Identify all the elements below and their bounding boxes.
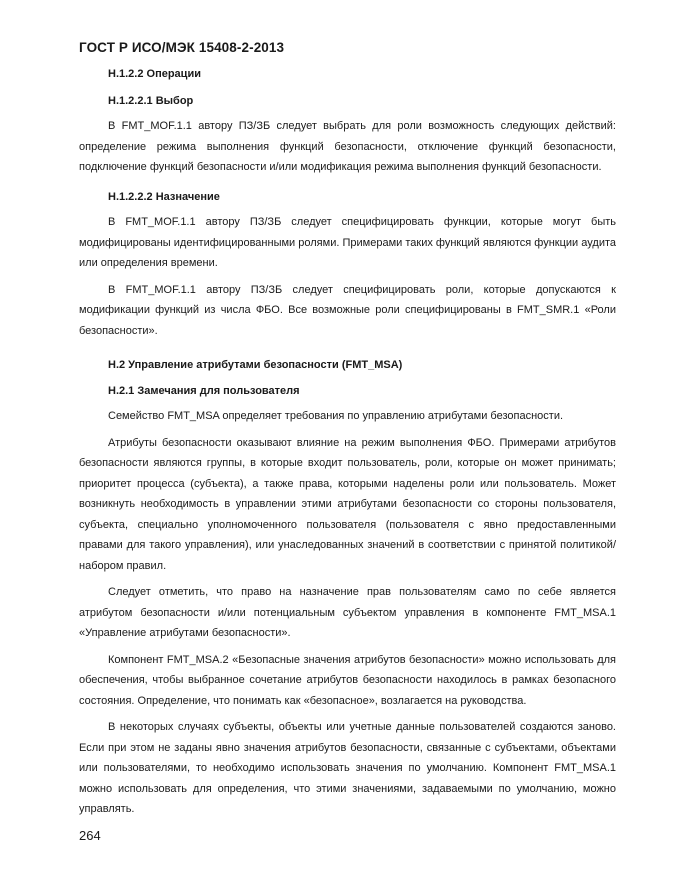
paragraph-rights-assignment: Следует отметить, что право на назначение прав пользователям само по себе является атрибутом безопасности и/или потенциальным субъектом управления в компоненте FMT_MSA.1 «Управление атрибутами безопасности».	[79, 586, 616, 639]
paragraph-select-actions: В FMT_MOF.1.1 автору ПЗ/ЗБ следует выбрать для роли возможность следующих действий: определение режима выполнения функций безопасности, отключение функций безопасности, подключение функций безопасности и/или модификация режима выполнения функций безопасности.	[79, 120, 616, 173]
paragraph-default-values: В некоторых случаях субъекты, объекты или учетные данные пользователей создаются заново. Если при этом не заданы явно значения атрибутов безопасности, связанные с субъектами, объектами или пользователями, то необходимо использовать значения по умолчанию. Компонент FMT_MSA.1 можно использовать для определения, что этими значениями, задаваемыми по умолчанию, можно управлять.	[79, 721, 616, 815]
paragraph-assign-functions: В FMT_MOF.1.1 автору ПЗ/ЗБ следует специфицировать функции, которые могут быть модифицированы идентифицированными ролями. Примерами таких функций являются функции аудита или определения времени.	[79, 216, 616, 269]
paragraph-assign-roles: В FMT_MOF.1.1 автору ПЗ/ЗБ следует специфицировать роли, которые допускаются к модификации функций из числа ФБО. Все возможные роли специфицированы в FMT_SMR.1 «Роли безопасности».	[79, 283, 616, 337]
page-content	[79, 64, 616, 820]
standard-title: ГОСТ Р ИСО/МЭК 15408-2-2013	[79, 40, 285, 55]
heading-h1222: H.1.2.2 Операции	[108, 68, 201, 80]
paragraph-secure-values: Компонент FMT_MSA.2 «Безопасные значения атрибутов безопасности» можно использовать для обеспечения, чтобы выбранное сочетание атрибутов безопасности находилось в рамках безопасного состояния. Определение, что понимать как «безопасное», возлагается на руководства.	[79, 653, 616, 707]
heading-h12222: H.1.2.2.2 Назначение	[108, 190, 220, 203]
heading-h21: H.2.1 Замечания для пользователя	[108, 384, 300, 397]
paragraph-security-attributes: Атрибуты безопасности оказывают влияние на режим выполнения ФБО. Примерами атрибутов безопасности являются группы, в которые входит пользователь, роли, которые он может принимать; приоритет процесса (субъекта), а также права, которыми наделены роли или пользователь. Может возникнуть необходимость в управлении этими атрибутами безопасности со стороны пользователя, субъекта, специально уполномоченного пользователя (пользователя с явно предоставленными правами для такого управления), или унаследованных значений в соответствии с принятой политикой/набором правил.	[79, 436, 616, 572]
paragraph-family-intro: Семейство FMT_MSA определяет требования по управлению атрибутами безопасности.	[108, 410, 564, 422]
page-number: 264	[79, 828, 101, 843]
heading-h12221: H.1.2.2.1 Выбор	[108, 94, 194, 107]
heading-h2: H.2 Управление атрибутами безопасности (FMT_MSA)	[108, 359, 403, 371]
